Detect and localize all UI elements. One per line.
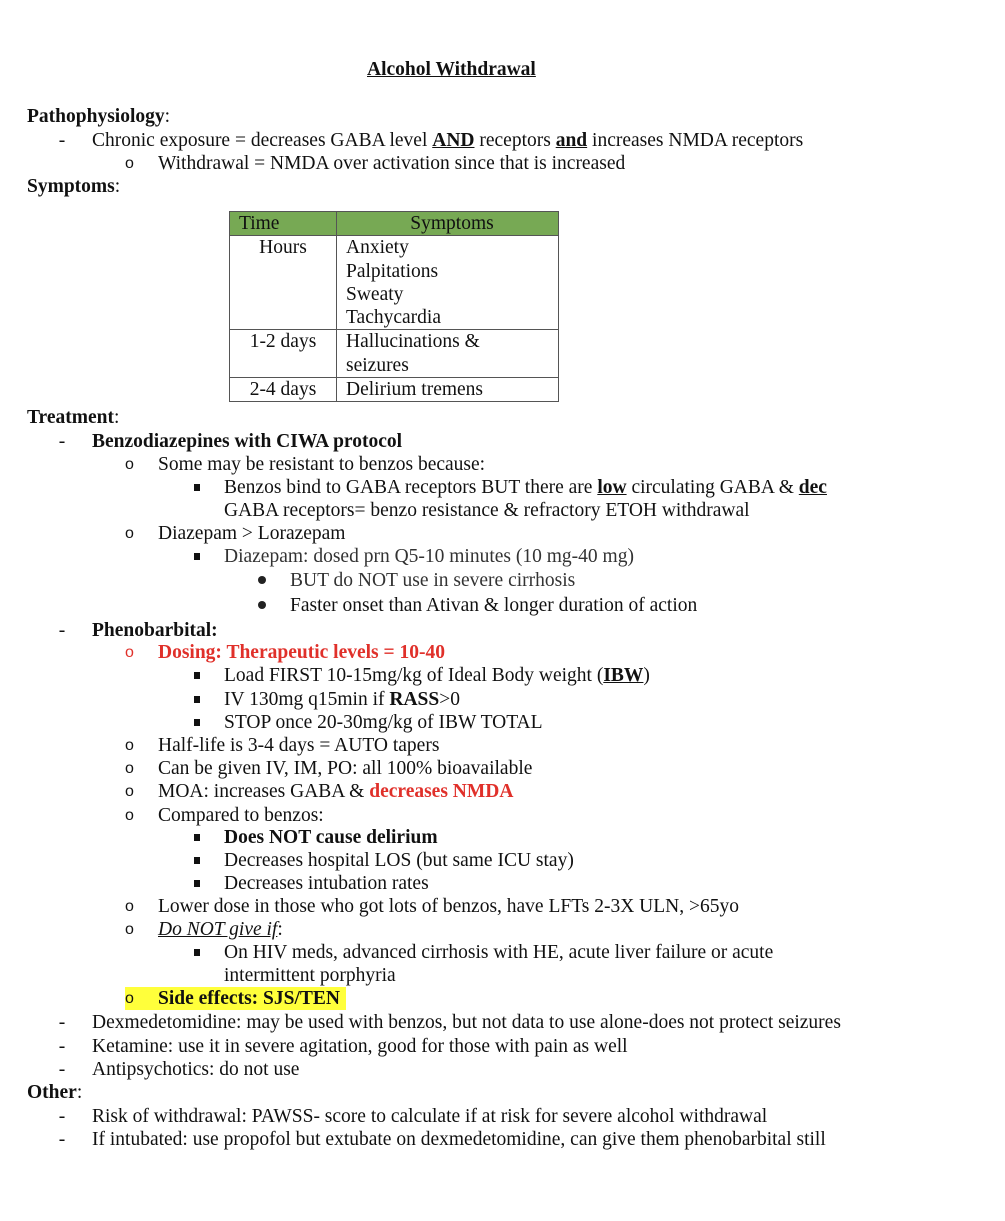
table-cell-symptoms xyxy=(337,236,559,330)
square-bullet xyxy=(194,672,200,679)
diazepam-dosing: Diazepam: dosed prn Q5-10 minutes (10 mg-40 mg) xyxy=(224,546,634,567)
benzo-heading: Benzodiazepines with CIWA protocol xyxy=(92,431,403,452)
dash-bullet: - xyxy=(58,1129,66,1150)
symptom: Hallucinations & xyxy=(346,331,480,353)
square-bullet xyxy=(194,553,200,560)
treatment-other-item: Antipsychotics: do not use xyxy=(92,1059,300,1080)
pheno-load: Load FIRST 10-15mg/kg of Ideal Body weight (IBW) xyxy=(224,665,650,686)
pheno-do-not: Do NOT give if: xyxy=(158,919,283,940)
diazepam-note: Faster onset than Ativan & longer duration of action xyxy=(290,595,698,616)
table-cell-time: 1-2 days xyxy=(230,330,337,378)
benzo-resistant-detail: Benzos bind to GABA receptors BUT there are low circulating GABA & dec xyxy=(224,477,827,498)
dash-bullet: - xyxy=(58,130,66,151)
diazepam-note: BUT do NOT use in severe cirrhosis xyxy=(290,570,576,591)
page-title: Alcohol Withdrawal xyxy=(367,59,536,80)
table-cell-symptoms xyxy=(337,378,559,402)
treatment-other-item: Dexmedetomidine: may be used with benzos, but not data to use alone-does not protect seizures xyxy=(92,1012,841,1033)
circle-bullet: o xyxy=(125,921,134,938)
circle-bullet: o xyxy=(125,898,134,915)
circle-bullet: o xyxy=(125,807,134,824)
benzo-resistant-detail-cont: GABA receptors= benzo resistance & refractory ETOH withdrawal xyxy=(224,500,750,521)
pheno-heading: Phenobarbital: xyxy=(92,620,218,641)
section-heading-symptoms: Symptoms: xyxy=(27,176,121,197)
table-cell-time: Hours xyxy=(230,236,337,330)
square-bullet xyxy=(194,696,200,703)
pheno-moa: MOA: increases GABA & decreases NMDA xyxy=(158,781,514,802)
symptom: Delirium tremens xyxy=(346,379,484,401)
table-row xyxy=(230,378,559,402)
table-cell-symptoms xyxy=(337,330,559,378)
circle-bullet: o xyxy=(125,990,134,1007)
dash-bullet: - xyxy=(58,620,66,641)
square-bullet xyxy=(194,484,200,491)
dash-bullet: - xyxy=(58,1012,66,1033)
square-bullet xyxy=(194,719,200,726)
square-bullet xyxy=(194,834,200,841)
treatment-other-item: Ketamine: use it in severe agitation, good for those with pain as well xyxy=(92,1036,628,1057)
symptom: Palpitations xyxy=(346,260,439,282)
table-row xyxy=(230,236,559,330)
circle-bullet: o xyxy=(125,783,134,800)
patho-subitem: Withdrawal = NMDA over activation since that is increased xyxy=(158,153,626,174)
square-bullet xyxy=(194,857,200,864)
pheno-do-not-detail: On HIV meds, advanced cirrhosis with HE, acute liver failure or acute xyxy=(224,942,774,963)
symptoms-table xyxy=(229,211,559,402)
square-bullet xyxy=(194,949,200,956)
square-bullet xyxy=(194,880,200,887)
dot-bullet xyxy=(258,576,266,584)
other-item: If intubated: use propofol but extubate on dexmedetomidine, can give them phenobarbital still xyxy=(92,1129,826,1150)
dot-bullet xyxy=(258,601,266,609)
symptom: seizures xyxy=(346,354,409,376)
benzo-resistant: Some may be resistant to benzos because: xyxy=(158,454,486,475)
pheno-iv: IV 130mg q15min if RASS>0 xyxy=(224,689,460,710)
table-header-row xyxy=(230,212,559,236)
section-heading-pathophysiology: Pathophysiology: xyxy=(27,106,171,127)
table-header-symptoms: Symptoms xyxy=(337,212,559,236)
compared-item: Decreases hospital LOS (but same ICU stay) xyxy=(224,850,574,871)
symptom: Sweaty xyxy=(346,283,404,305)
benzo-compare: Diazepam > Lorazepam xyxy=(158,523,346,544)
pheno-lower-dose: Lower dose in those who got lots of benzos, have LFTs 2-3X ULN, >65yo xyxy=(158,896,740,917)
table-row xyxy=(230,330,559,378)
pheno-dosing: Dosing: Therapeutic levels = 10-40 xyxy=(158,642,445,663)
patho-item: Chronic exposure = decreases GABA level AND receptors and increases NMDA receptors xyxy=(92,130,804,151)
pheno-do-not-detail-cont: intermittent porphyria xyxy=(224,965,396,986)
table-cell-time: 2-4 days xyxy=(230,378,337,402)
section-heading-treatment: Treatment: xyxy=(27,407,120,428)
pheno-side-effects: Side effects: SJS/TEN xyxy=(158,988,340,1009)
dash-bullet: - xyxy=(58,1106,66,1127)
dash-bullet: - xyxy=(58,1059,66,1080)
section-heading-other: Other: xyxy=(27,1082,83,1103)
dash-bullet: - xyxy=(58,431,66,452)
pheno-routes: Can be given IV, IM, PO: all 100% bioavailable xyxy=(158,758,533,779)
pheno-halflife: Half-life is 3-4 days = AUTO tapers xyxy=(158,735,440,756)
pheno-stop: STOP once 20-30mg/kg of IBW TOTAL xyxy=(224,712,543,733)
dash-bullet: - xyxy=(58,1036,66,1057)
circle-bullet: o xyxy=(125,644,134,661)
circle-bullet: o xyxy=(125,155,134,172)
compared-item: Does NOT cause delirium xyxy=(224,827,438,848)
circle-bullet: o xyxy=(125,456,134,473)
symptom: Anxiety xyxy=(346,237,409,259)
circle-bullet: o xyxy=(125,760,134,777)
symptom: Tachycardia xyxy=(346,307,441,329)
compared-item: Decreases intubation rates xyxy=(224,873,429,894)
table-header-time: Time xyxy=(230,212,337,236)
circle-bullet: o xyxy=(125,737,134,754)
pheno-compared: Compared to benzos: xyxy=(158,805,324,826)
other-item: Risk of withdrawal: PAWSS- score to calculate if at risk for severe alcohol withdrawal xyxy=(92,1106,768,1127)
circle-bullet: o xyxy=(125,525,134,542)
